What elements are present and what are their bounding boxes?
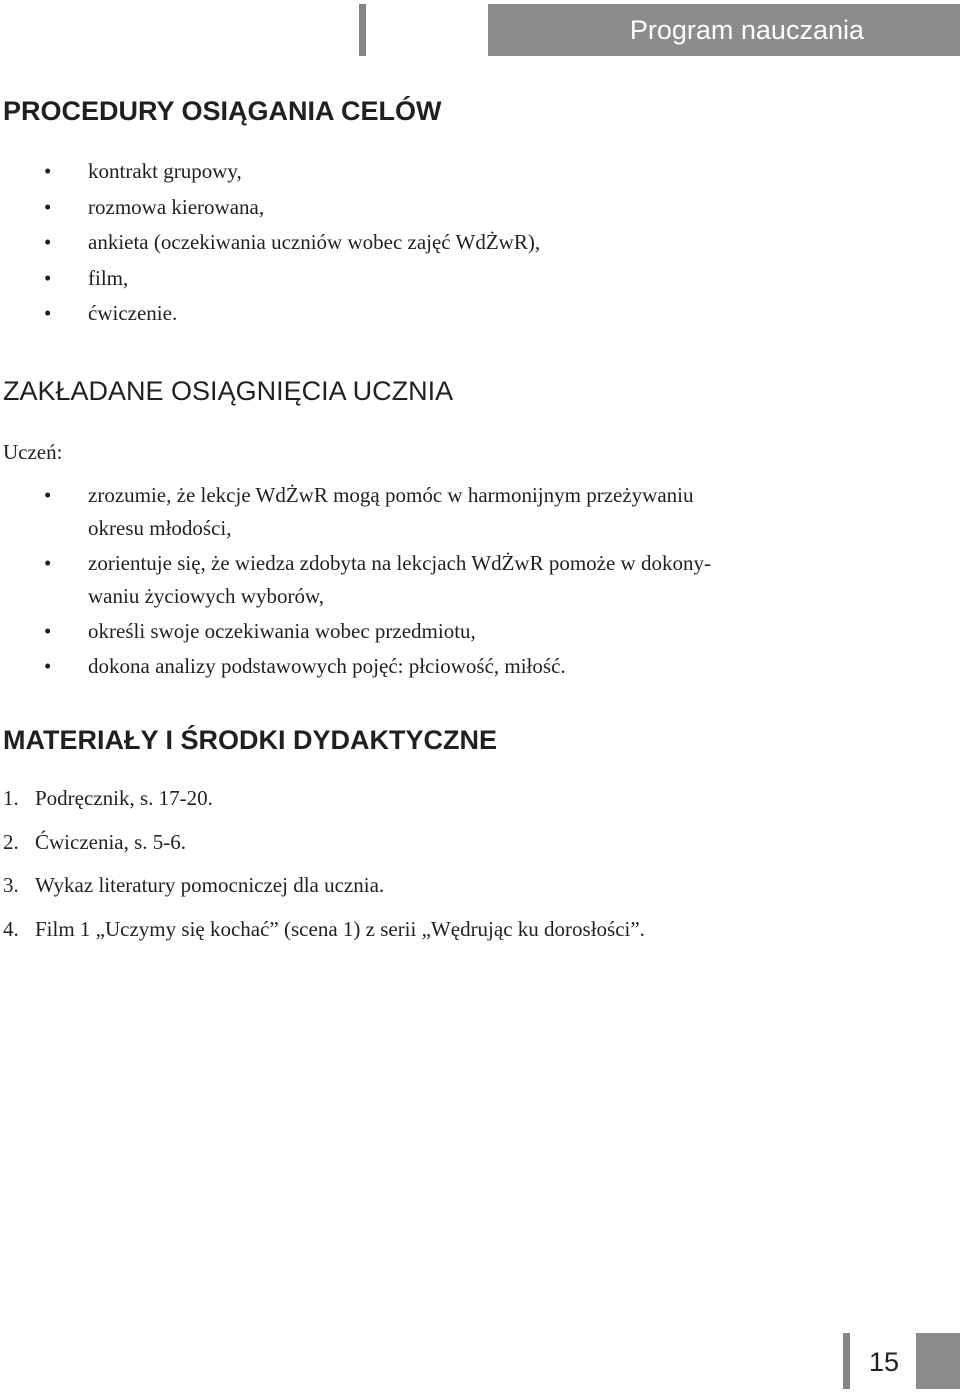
header-accent-bar [359,4,366,56]
section-heading-outcomes: ZAKŁADANE OSIĄGNIĘCIA UCZNIA [3,376,454,406]
list-item: • kontrakt grupowy, [0,154,700,190]
list-item [0,479,860,545]
header-title: Program nauczania [488,4,960,56]
list-item-text: Wykaz literatury pomocniczej dla ucznia. [35,873,385,897]
section-heading-materials: MATERIAŁY I ŚRODKI DYDAKTYCZNE [3,725,498,755]
list-item-line: zorientuje się, że wiedza zdobyta na lekcjach WdŻwR pomoże w dokony- [88,551,711,575]
list-item [0,783,645,827]
list-item-text: Ćwiczenia, s. 5-6. [35,829,187,854]
list-item-line: określi swoje oczekiwania wobec przedmiotu, [88,619,476,643]
list-item [0,650,860,683]
materials-list [0,783,645,957]
footer-accent-box [916,1333,960,1389]
list-item-text: Film 1 „Uczymy się kochać” (scena 1) z serii „Wędrując ku dorosłości”. [35,916,645,941]
list-item: • rozmowa kierowana, [0,190,700,226]
list-item [0,615,860,648]
list-item-line: zrozumie, że lekcje WdŻwR mogą pomóc w harmonijnym przeżywaniu [88,483,694,507]
list-item-line: dokona analizy podstawowych pojęć: płciowość, miłość. [88,654,566,678]
list-item-number: 1. [3,786,19,810]
footer-accent-bar [843,1333,850,1389]
list-item: • film, [0,261,700,297]
list-item [0,547,860,613]
list-item [0,870,645,914]
list-item: • ćwiczenie. [0,296,700,332]
list-item-number: 3. [3,873,19,897]
outcomes-list [0,479,860,685]
procedures-list [0,154,700,332]
list-item-number: 2. [3,829,19,854]
list-item: • ankieta (oczekiwania uczniów wobec zajęć WdŻwR), [0,225,700,261]
list-item-text: Podręcznik, s. 17-20. [35,786,213,810]
page-number: 15 [868,1347,900,1377]
outcomes-intro: Uczeń: [3,440,63,464]
list-item-line: waniu życiowych wyborów, [88,584,324,608]
list-item [0,914,645,958]
list-item-number: 4. [3,916,19,941]
list-item-line: okresu młodości, [88,516,232,540]
section-heading-procedures: PROCEDURY OSIĄGANIA CELÓW [3,96,442,126]
list-item [0,827,645,871]
